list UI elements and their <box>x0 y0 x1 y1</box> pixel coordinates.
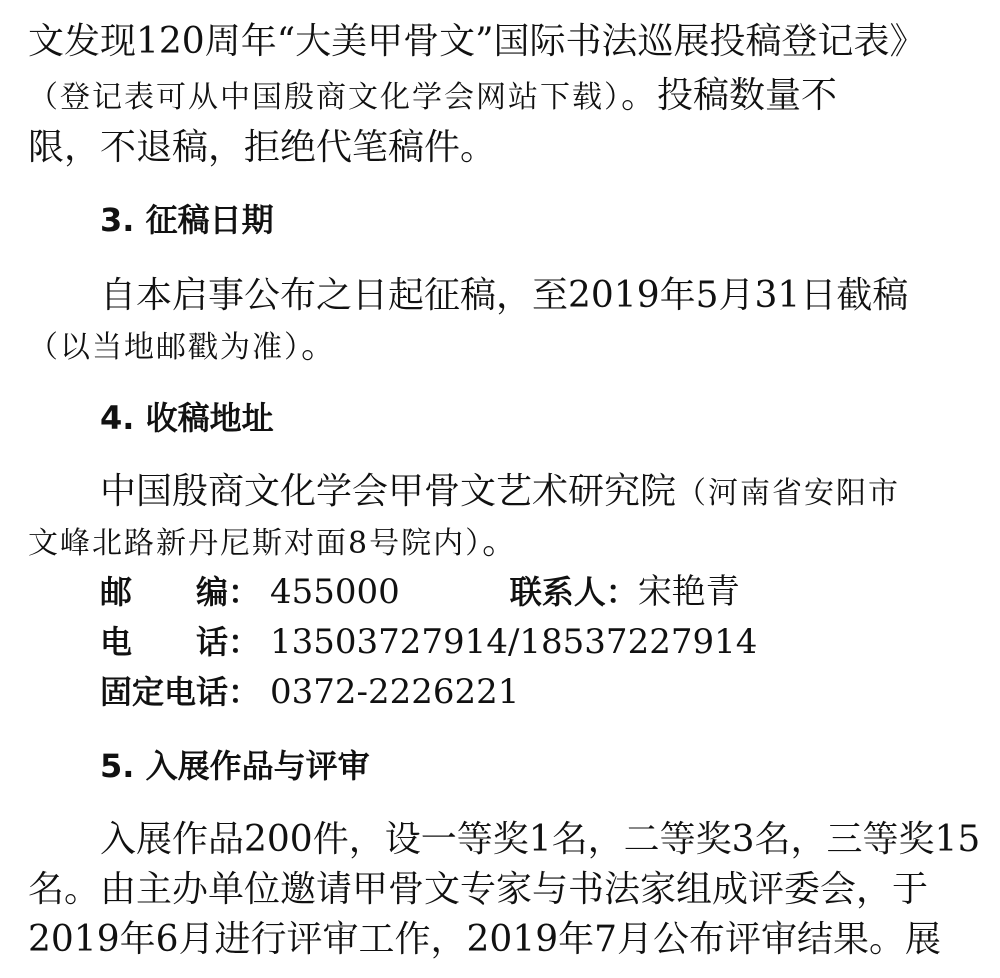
section-4-heading: 4. 收稿地址 <box>100 399 274 437</box>
section-4-line-2 <box>28 520 978 566</box>
postcode-label: 邮 编： <box>100 573 261 611</box>
section-3-tail: 。 <box>301 325 338 366</box>
phone-row <box>100 620 757 664</box>
intro-line-2 <box>28 74 978 120</box>
intro-line-2-tail: 。投稿数量不 <box>621 75 838 116</box>
section-3-line-1: 自本启事公布之日起征稿，至2019年5月31日截稿 <box>100 275 909 316</box>
phone-label: 电 话： <box>100 623 261 661</box>
section-4-line-1 <box>100 470 980 516</box>
section-5-line-2: 名。由主办单位邀请甲骨文专家与书法家组成评委会，于 <box>28 869 929 910</box>
section-5-line-3: 2019年6月进行评审工作，2019年7月公布评审结果。展 <box>28 919 942 960</box>
contact-value: 宋艳青 <box>637 572 740 612</box>
postcode-value: 455000 <box>270 572 400 612</box>
address-note-start: （河南省安阳市 <box>676 476 901 511</box>
address-tail: 。 <box>482 521 519 562</box>
landline-label: 固定电话： <box>100 673 261 711</box>
address-note-end: 文峰北路新丹尼斯对面8号院内） <box>28 526 483 561</box>
intro-line-3: 限，不退稿，拒绝代笔稿件。 <box>28 127 497 168</box>
landline-value: 0372-2226221 <box>270 672 520 712</box>
section-3-line-2 <box>28 324 978 370</box>
phone-value: 13503727914/18537227914 <box>270 622 758 662</box>
address-main: 中国殷商文化学会甲骨文艺术研究院 <box>100 471 677 512</box>
contact-label: 联系人： <box>509 573 638 611</box>
section-5-line-1: 入展作品200件，设一等奖1名，二等奖3名，三等奖15 <box>100 819 981 860</box>
section-3-note: （以当地邮戳为准） <box>28 330 301 365</box>
intro-line-2-note: （登记表可从中国殷商文化学会网站下载） <box>28 80 621 115</box>
section-3-heading: 3. 征稿日期 <box>100 201 274 239</box>
postcode-row <box>100 570 740 614</box>
intro-line-1: 文发现120周年“大美甲骨文”国际书法巡展投稿登记表》 <box>28 21 926 62</box>
landline-row <box>100 670 519 714</box>
section-5-heading: 5. 入展作品与评审 <box>100 747 370 785</box>
